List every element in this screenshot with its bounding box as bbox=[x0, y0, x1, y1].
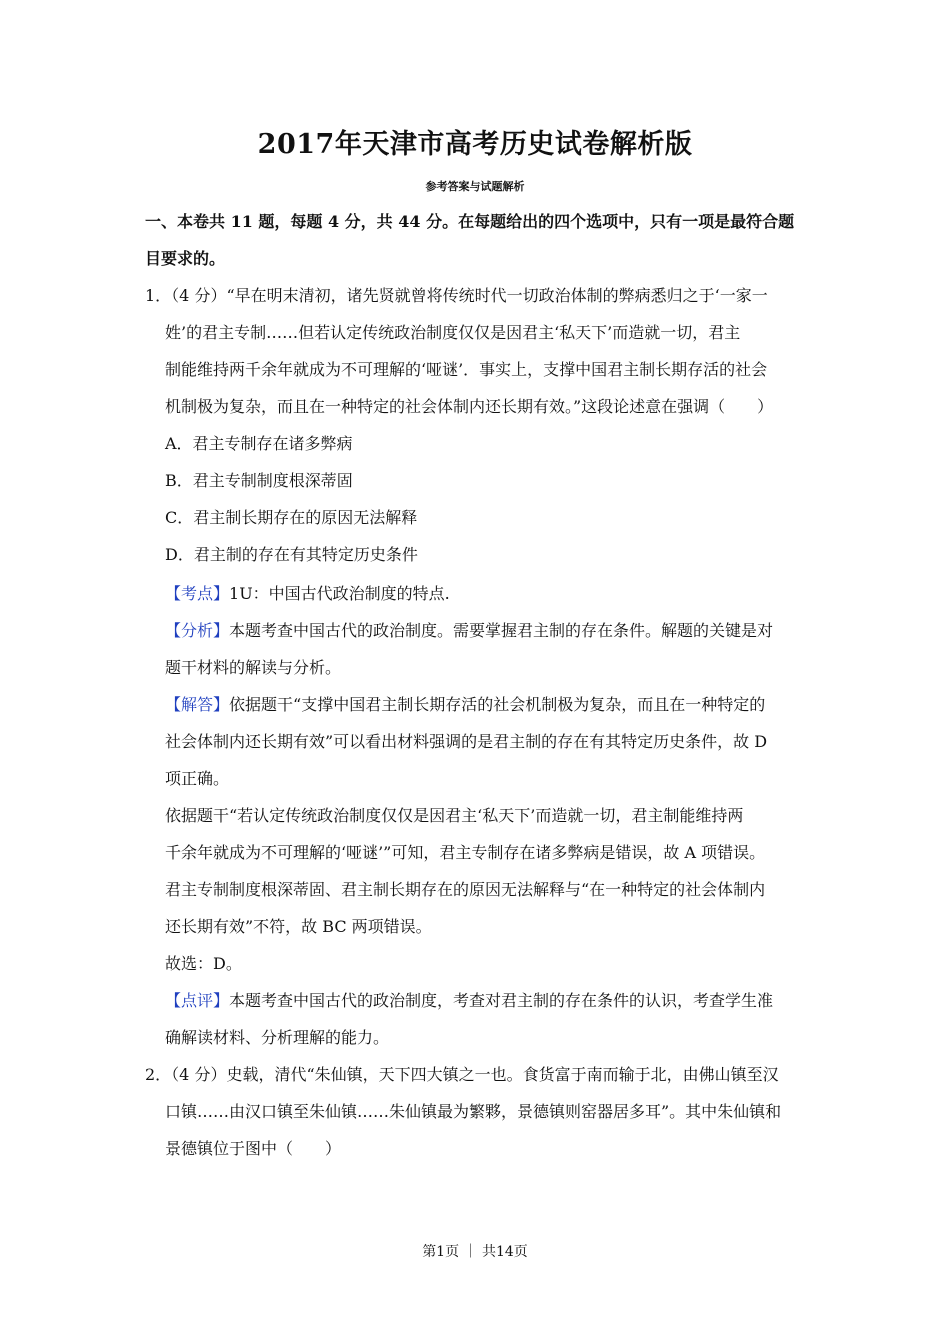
q1-kaodian bbox=[165, 584, 450, 604]
q1-stem-line: 机制极为复杂，而且在一种特定的社会体制内还长期有效。”这段论述意在强调（ ） bbox=[165, 397, 774, 416]
q1-option-d: D．君主制的存在有其特定历史条件 bbox=[165, 545, 418, 564]
kaodian-tag: 【考点】 bbox=[165, 584, 230, 603]
q1-stem-line: 姓’的君主专制……但若认定传统政治制度仅仅是因君主‘私天下’而造就一切，君主 bbox=[165, 323, 741, 342]
q2-stem-line: 口镇……由汉口镇至朱仙镇……朱仙镇最为繁夥，景德镇则窑器居多耳”。其中朱仙镇和 bbox=[165, 1102, 782, 1121]
jieda-text: 依据题干“支撑中国君主制长期存活的社会机制极为复杂，而且在一种特定的 bbox=[229, 695, 766, 714]
q1-fenxi bbox=[165, 621, 773, 641]
q1-jieda-line: 君主专制制度根深蒂固、君主制长期存在的原因无法解释与“在一种特定的社会体制内 bbox=[165, 880, 766, 899]
q2-stem-line: 景德镇位于图中（ ） bbox=[165, 1139, 342, 1158]
q1-answer-line: 故选：D。 bbox=[165, 954, 242, 973]
kaodian-text: 1U：中国古代政治制度的特点. bbox=[229, 584, 450, 603]
page-title: 2017年天津市高考历史试卷解析版 bbox=[257, 129, 693, 160]
q2-stem-line: 2．（4 分）史载，清代“朱仙镇，天下四大镇之一也。食货富于南而输于北，由佛山镇至汉 bbox=[145, 1065, 779, 1084]
q1-jieda-line: 项正确。 bbox=[165, 769, 230, 788]
q1-jieda-line: 依据题干“若认定传统政治制度仅仅是因君主‘私天下’而造就一切，君主制能维持两 bbox=[165, 806, 744, 825]
page-subtitle: 参考答案与试题解析 bbox=[425, 180, 525, 193]
fenxi-tag: 【分析】 bbox=[165, 621, 230, 640]
fenxi-text: 本题考查中国古代的政治制度。需要掌握君主制的存在条件。解题的关键是对 bbox=[229, 621, 774, 640]
section-header-line: 一、本卷共 11 题，每题 4 分，共 44 分。在每题给出的四个选项中，只有一项是最符合题 bbox=[145, 212, 795, 231]
q1-option-b: B．君主专制制度根深蒂固 bbox=[165, 471, 353, 490]
q1-jieda-line: 还长期有效”不符，故 BC 两项错误。 bbox=[165, 917, 432, 936]
q1-dianping-line: 确解读材料、分析理解的能力。 bbox=[165, 1028, 390, 1047]
q1-jieda bbox=[165, 695, 765, 715]
q1-option-a: A．君主专制存在诸多弊病 bbox=[165, 434, 353, 453]
q1-stem-line: 制能维持两千余年就成为不可理解的‘哑谜’．事实上，支撑中国君主制长期存活的社会 bbox=[165, 360, 768, 379]
dianping-text: 本题考查中国古代的政治制度，考查对君主制的存在条件的认识，考查学生准 bbox=[229, 991, 774, 1010]
q1-jieda-line: 千余年就成为不可理解的‘哑谜’”可知，君主专制存在诸多弊病是错误，故 A 项错误。 bbox=[165, 843, 766, 862]
q1-fenxi-line: 题干材料的解读与分析。 bbox=[165, 658, 342, 677]
jieda-tag: 【解答】 bbox=[165, 695, 230, 714]
q1-jieda-line: 社会体制内还长期有效”可以看出材料强调的是君主制的存在有其特定历史条件，故 D bbox=[165, 732, 768, 751]
q1-dianping bbox=[165, 991, 773, 1011]
dianping-tag: 【点评】 bbox=[165, 991, 230, 1010]
q1-option-c: C．君主制长期存在的原因无法解释 bbox=[165, 508, 418, 527]
q1-stem-line: 1．（4 分）“早在明末清初，诸先贤就曾将传统时代一切政治体制的弊病悉归之于‘一家一 bbox=[145, 286, 768, 305]
section-header-line: 目要求的。 bbox=[145, 249, 226, 268]
page-footer: 第1页 ｜ 共14页 bbox=[422, 1244, 528, 1260]
